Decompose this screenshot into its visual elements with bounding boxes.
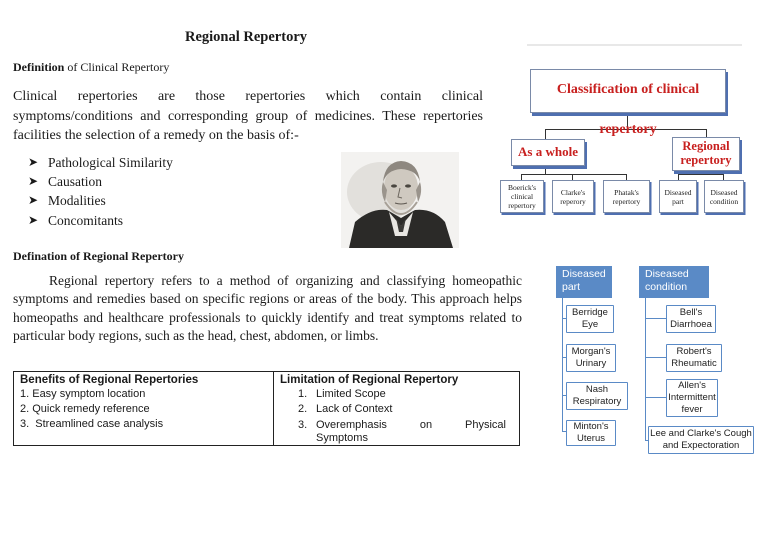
- limitation-text: Overemphasis: [316, 419, 387, 431]
- limitation-item: [280, 417, 513, 445]
- limitations-header: Limitation of Regional Repertory: [280, 374, 459, 386]
- limitation-item: [280, 402, 513, 417]
- limitation-number: 1.: [298, 388, 308, 400]
- classification-title-box: Classification of clinical repertory: [530, 69, 726, 113]
- regional-heading: Defination of Regional Repertory: [13, 249, 184, 263]
- page-title: Regional Repertory: [185, 29, 308, 45]
- leaf-box: Phatak's repertory: [603, 180, 650, 213]
- part-box: Morgan's Urinary: [566, 344, 616, 372]
- benefit-item: 3. Streamlined case analysis: [20, 418, 164, 430]
- diseased-part-header: Diseased part: [556, 266, 612, 298]
- regional-repertory-box: Regional repertory: [672, 137, 740, 171]
- arrow-bullet-icon: ➤: [28, 174, 39, 189]
- part-box: Minton's Uterus: [566, 420, 616, 446]
- benefits-header: Benefits of Regional Repertories: [20, 374, 199, 386]
- list-item: [28, 211, 173, 230]
- arrow-bullet-icon: ➤: [28, 212, 39, 227]
- definition-heading-rest: of Clinical Repertory: [64, 60, 170, 74]
- benefit-item: 2. Quick remedy reference: [20, 403, 150, 415]
- limitation-number: 3.: [298, 419, 308, 431]
- arrow-bullet-icon: ➤: [28, 155, 39, 169]
- benefits-limitations-table: [13, 371, 520, 446]
- limitation-text: Lack of Context: [316, 403, 393, 415]
- limitation-text: Limited Scope: [316, 388, 386, 400]
- benefit-item: 1. Easy symptom location: [20, 388, 146, 400]
- bullet-list: [28, 153, 173, 230]
- diseased-condition-header: Diseased condition: [639, 266, 709, 298]
- as-a-whole-box: As a whole: [511, 139, 585, 166]
- limitation-text: Physical: [465, 419, 506, 431]
- leaf-box: Boerick's clinical repertory: [500, 180, 544, 213]
- list-item: [28, 153, 173, 172]
- list-item-label: Pathological Similarity: [48, 155, 173, 170]
- condition-box: Allen's Intermittent fever: [666, 379, 718, 417]
- condition-box: Robert's Rheumatic: [666, 344, 722, 372]
- limitation-text: Symptoms: [316, 432, 368, 444]
- limitation-text: on: [419, 419, 433, 431]
- benefits-column: [14, 372, 274, 445]
- arrow-bullet-icon: ➤: [28, 193, 39, 208]
- regional-paragraph-text: Regional repertory refers to a method of organizing and classifying homeopathic symptoms and remedies based on specific regions or areas of the body. This approach helps homeopaths and healthcare professionals to quickly identify and treat symptoms related to particular body regions, such as the head, chest, abdomen, or limbs.: [13, 273, 522, 344]
- definition-paragraph: Clinical repertories are those repertories which contain clinical symptoms/conditions and corresponding group of medicines. These repertories facilities the selection of a remedy on the basis of:-: [13, 89, 483, 143]
- condition-box: Bell's Diarrhoea: [666, 305, 716, 333]
- leaf-box: Clarke's reperory: [552, 180, 594, 213]
- definition-heading-bold: Definition: [13, 60, 65, 74]
- classification-diagram: [490, 42, 752, 222]
- leaf-box: Diseased part: [659, 180, 697, 213]
- limitation-item: [280, 387, 513, 402]
- leaf-box: Diseased condition: [704, 180, 744, 213]
- part-box: Berridge Eye: [566, 305, 614, 333]
- limitation-number: 2.: [298, 403, 308, 415]
- list-item: [28, 191, 173, 210]
- list-item: [28, 172, 173, 191]
- list-item-label: Concomitants: [48, 212, 123, 228]
- part-box: Nash Respiratory: [566, 382, 628, 410]
- limitations-column: [274, 372, 519, 445]
- portrait-image: [341, 152, 459, 248]
- regional-paragraph: [13, 272, 522, 346]
- condition-box: Lee and Clarke's Cough and Expectoration: [648, 426, 754, 454]
- definition-heading: [13, 60, 169, 75]
- list-item-label: Causation: [48, 174, 102, 190]
- list-item-label: Modalities: [48, 193, 106, 209]
